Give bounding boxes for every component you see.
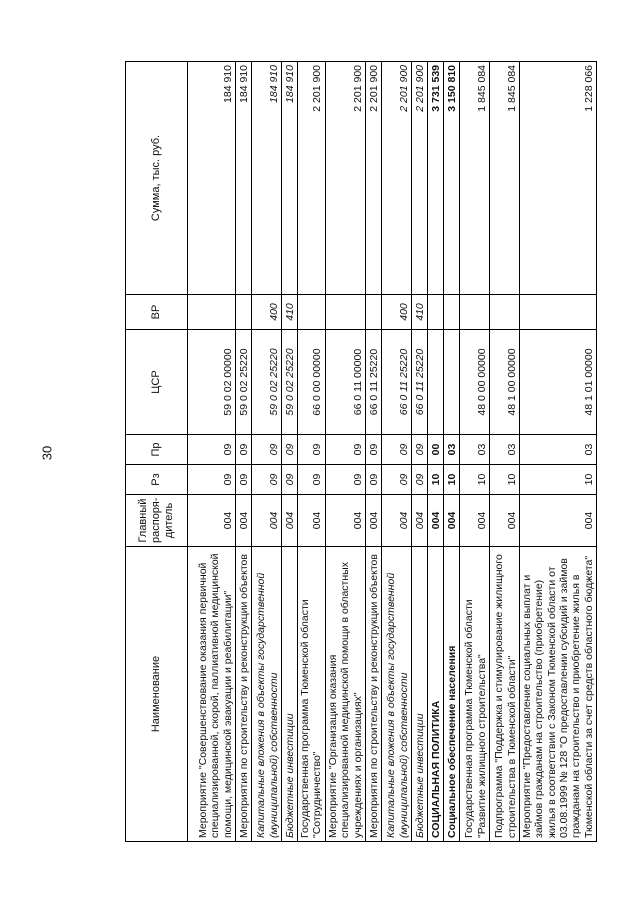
cell-gr: 004 <box>411 495 427 547</box>
cell-name: Государственная программа Тюменской области "Сотрудничество" <box>298 547 326 842</box>
cell-gr: 004 <box>443 495 459 547</box>
cell-vr <box>459 295 489 330</box>
cell-csr: 59 0 02 25220 <box>236 330 252 435</box>
header-sum: Сумма, тыс. руб. <box>126 62 188 295</box>
cell-name: Бюджетные инвестиции <box>411 547 427 842</box>
cell-rz: 09 <box>298 465 326 495</box>
cell-rz: 10 <box>459 465 489 495</box>
cell-vr <box>489 295 519 330</box>
header-name: Наименование <box>126 547 188 842</box>
cell-sum: 184 910 <box>252 62 282 295</box>
cell-sum: 1 228 066 <box>519 62 596 295</box>
cell-pr: 03 <box>443 435 459 465</box>
table-row <box>489 62 519 842</box>
cell-vr: 410 <box>411 295 427 330</box>
header-gr: Главный распоря-дитель <box>126 495 188 547</box>
cell-sum: 2 201 900 <box>325 62 365 295</box>
cell-sum: 2 201 900 <box>298 62 326 295</box>
cell-name: Государственная программа Тюменской области "Развитие жилищного строительства" <box>459 547 489 842</box>
table-row <box>325 62 365 842</box>
cell-csr: 66 0 11 25220 <box>411 330 427 435</box>
cell-csr: 59 0 02 25220 <box>282 330 298 435</box>
cell-name: Мероприятие "Организация оказания специализированной медицинской помощи в областных учреждениях и организациях" <box>325 547 365 842</box>
cell-vr <box>298 295 326 330</box>
table-row <box>381 62 411 842</box>
cell-name: Социальное обеспечение населения <box>443 547 459 842</box>
table-body <box>188 62 597 842</box>
cell-vr: 410 <box>282 295 298 330</box>
cell-gr: 004 <box>519 495 596 547</box>
cell-name: Мероприятия по строительству и реконструкции объектов <box>236 547 252 842</box>
table-header-row <box>126 62 188 842</box>
cell-pr: 09 <box>325 435 365 465</box>
cell-csr <box>427 330 443 435</box>
cell-rz: 09 <box>411 465 427 495</box>
cell-rz: 10 <box>489 465 519 495</box>
cell-sum: 3 150 810 <box>443 62 459 295</box>
cell-name: СОЦИАЛЬНАЯ ПОЛИТИКА <box>427 547 443 842</box>
cell-gr: 004 <box>325 495 365 547</box>
cell-pr: 09 <box>188 435 236 465</box>
cell-pr: 03 <box>489 435 519 465</box>
table-row <box>298 62 326 842</box>
cell-vr <box>236 295 252 330</box>
cell-name: Бюджетные инвестиции <box>282 547 298 842</box>
cell-gr: 004 <box>381 495 411 547</box>
cell-rz: 10 <box>443 465 459 495</box>
cell-vr <box>365 295 381 330</box>
cell-pr: 03 <box>519 435 596 465</box>
cell-gr: 004 <box>459 495 489 547</box>
cell-vr <box>519 295 596 330</box>
cell-vr <box>325 295 365 330</box>
cell-vr <box>188 295 236 330</box>
cell-rz: 09 <box>252 465 282 495</box>
cell-sum: 184 910 <box>282 62 298 295</box>
cell-rz: 09 <box>365 465 381 495</box>
header-vr: ВР <box>126 295 188 330</box>
table-row <box>282 62 298 842</box>
cell-gr: 004 <box>282 495 298 547</box>
table-row <box>427 62 443 842</box>
table-container <box>125 62 595 842</box>
cell-gr: 004 <box>427 495 443 547</box>
table-row <box>188 62 236 842</box>
cell-rz: 10 <box>427 465 443 495</box>
cell-pr: 09 <box>282 435 298 465</box>
cell-name: Мероприятия по строительству и реконструкции объектов <box>365 547 381 842</box>
cell-rz: 09 <box>381 465 411 495</box>
cell-gr: 004 <box>298 495 326 547</box>
page-number: 30 <box>39 445 55 461</box>
cell-sum: 184 910 <box>236 62 252 295</box>
cell-sum: 184 910 <box>188 62 236 295</box>
cell-gr: 004 <box>236 495 252 547</box>
cell-sum: 2 201 900 <box>411 62 427 295</box>
cell-csr: 66 0 11 25220 <box>381 330 411 435</box>
cell-rz: 09 <box>325 465 365 495</box>
cell-pr: 09 <box>298 435 326 465</box>
cell-gr: 004 <box>365 495 381 547</box>
cell-pr: 09 <box>411 435 427 465</box>
cell-pr: 03 <box>459 435 489 465</box>
cell-name: Капитальные вложения в объекты государственной (муниципальной) собственности <box>381 547 411 842</box>
header-rz: Рз <box>126 465 188 495</box>
cell-vr <box>427 295 443 330</box>
cell-csr: 48 1 00 00000 <box>489 330 519 435</box>
cell-csr: 66 0 11 00000 <box>325 330 365 435</box>
table-row <box>443 62 459 842</box>
cell-csr: 59 0 02 00000 <box>188 330 236 435</box>
cell-vr <box>443 295 459 330</box>
table-row <box>411 62 427 842</box>
cell-csr: 59 0 02 25220 <box>252 330 282 435</box>
cell-rz: 09 <box>188 465 236 495</box>
cell-csr: 48 1 01 00000 <box>519 330 596 435</box>
cell-name: Мероприятие "Предоставление социальных выплат и займов гражданам на строительство (приобретение) жилья в соответствии с Законом Тюменской области от 03.08.1999 № 128 "О предоставлении субсидий и займов гражданам на строительство и приобретение жилья в Тюменской области за счет средств областного бюджета" <box>519 547 596 842</box>
cell-vr: 400 <box>381 295 411 330</box>
cell-sum: 1 845 084 <box>459 62 489 295</box>
table-row <box>236 62 252 842</box>
cell-gr: 004 <box>252 495 282 547</box>
cell-gr: 004 <box>188 495 236 547</box>
cell-pr: 09 <box>365 435 381 465</box>
cell-csr <box>443 330 459 435</box>
table-row <box>252 62 282 842</box>
cell-pr: 09 <box>236 435 252 465</box>
cell-pr: 09 <box>381 435 411 465</box>
header-csr: ЦСР <box>126 330 188 435</box>
cell-pr: 00 <box>427 435 443 465</box>
cell-csr: 66 0 11 25220 <box>365 330 381 435</box>
cell-name: Мероприятие "Совершенствование оказания первичной специализированной, скорой, паллиативной медицинской помощи, медицинской эвакуации и реабилитации" <box>188 547 236 842</box>
cell-name: Подпрограмма "Поддержка и стимулирование жилищного строительства в Тюменской области" <box>489 547 519 842</box>
cell-sum: 1 845 084 <box>489 62 519 295</box>
header-pr: Пр <box>126 435 188 465</box>
cell-name: Капитальные вложения в объекты государственной (муниципальной) собственности <box>252 547 282 842</box>
cell-pr: 09 <box>252 435 282 465</box>
cell-csr: 48 0 00 00000 <box>459 330 489 435</box>
cell-gr: 004 <box>489 495 519 547</box>
cell-csr: 66 0 00 00000 <box>298 330 326 435</box>
cell-sum: 2 201 900 <box>365 62 381 295</box>
cell-rz: 10 <box>519 465 596 495</box>
table-row <box>519 62 596 842</box>
cell-rz: 09 <box>282 465 298 495</box>
cell-rz: 09 <box>236 465 252 495</box>
cell-sum: 3 731 539 <box>427 62 443 295</box>
table-row <box>459 62 489 842</box>
cell-vr: 400 <box>252 295 282 330</box>
table-row <box>365 62 381 842</box>
budget-table <box>125 61 597 842</box>
cell-sum: 2 201 900 <box>381 62 411 295</box>
